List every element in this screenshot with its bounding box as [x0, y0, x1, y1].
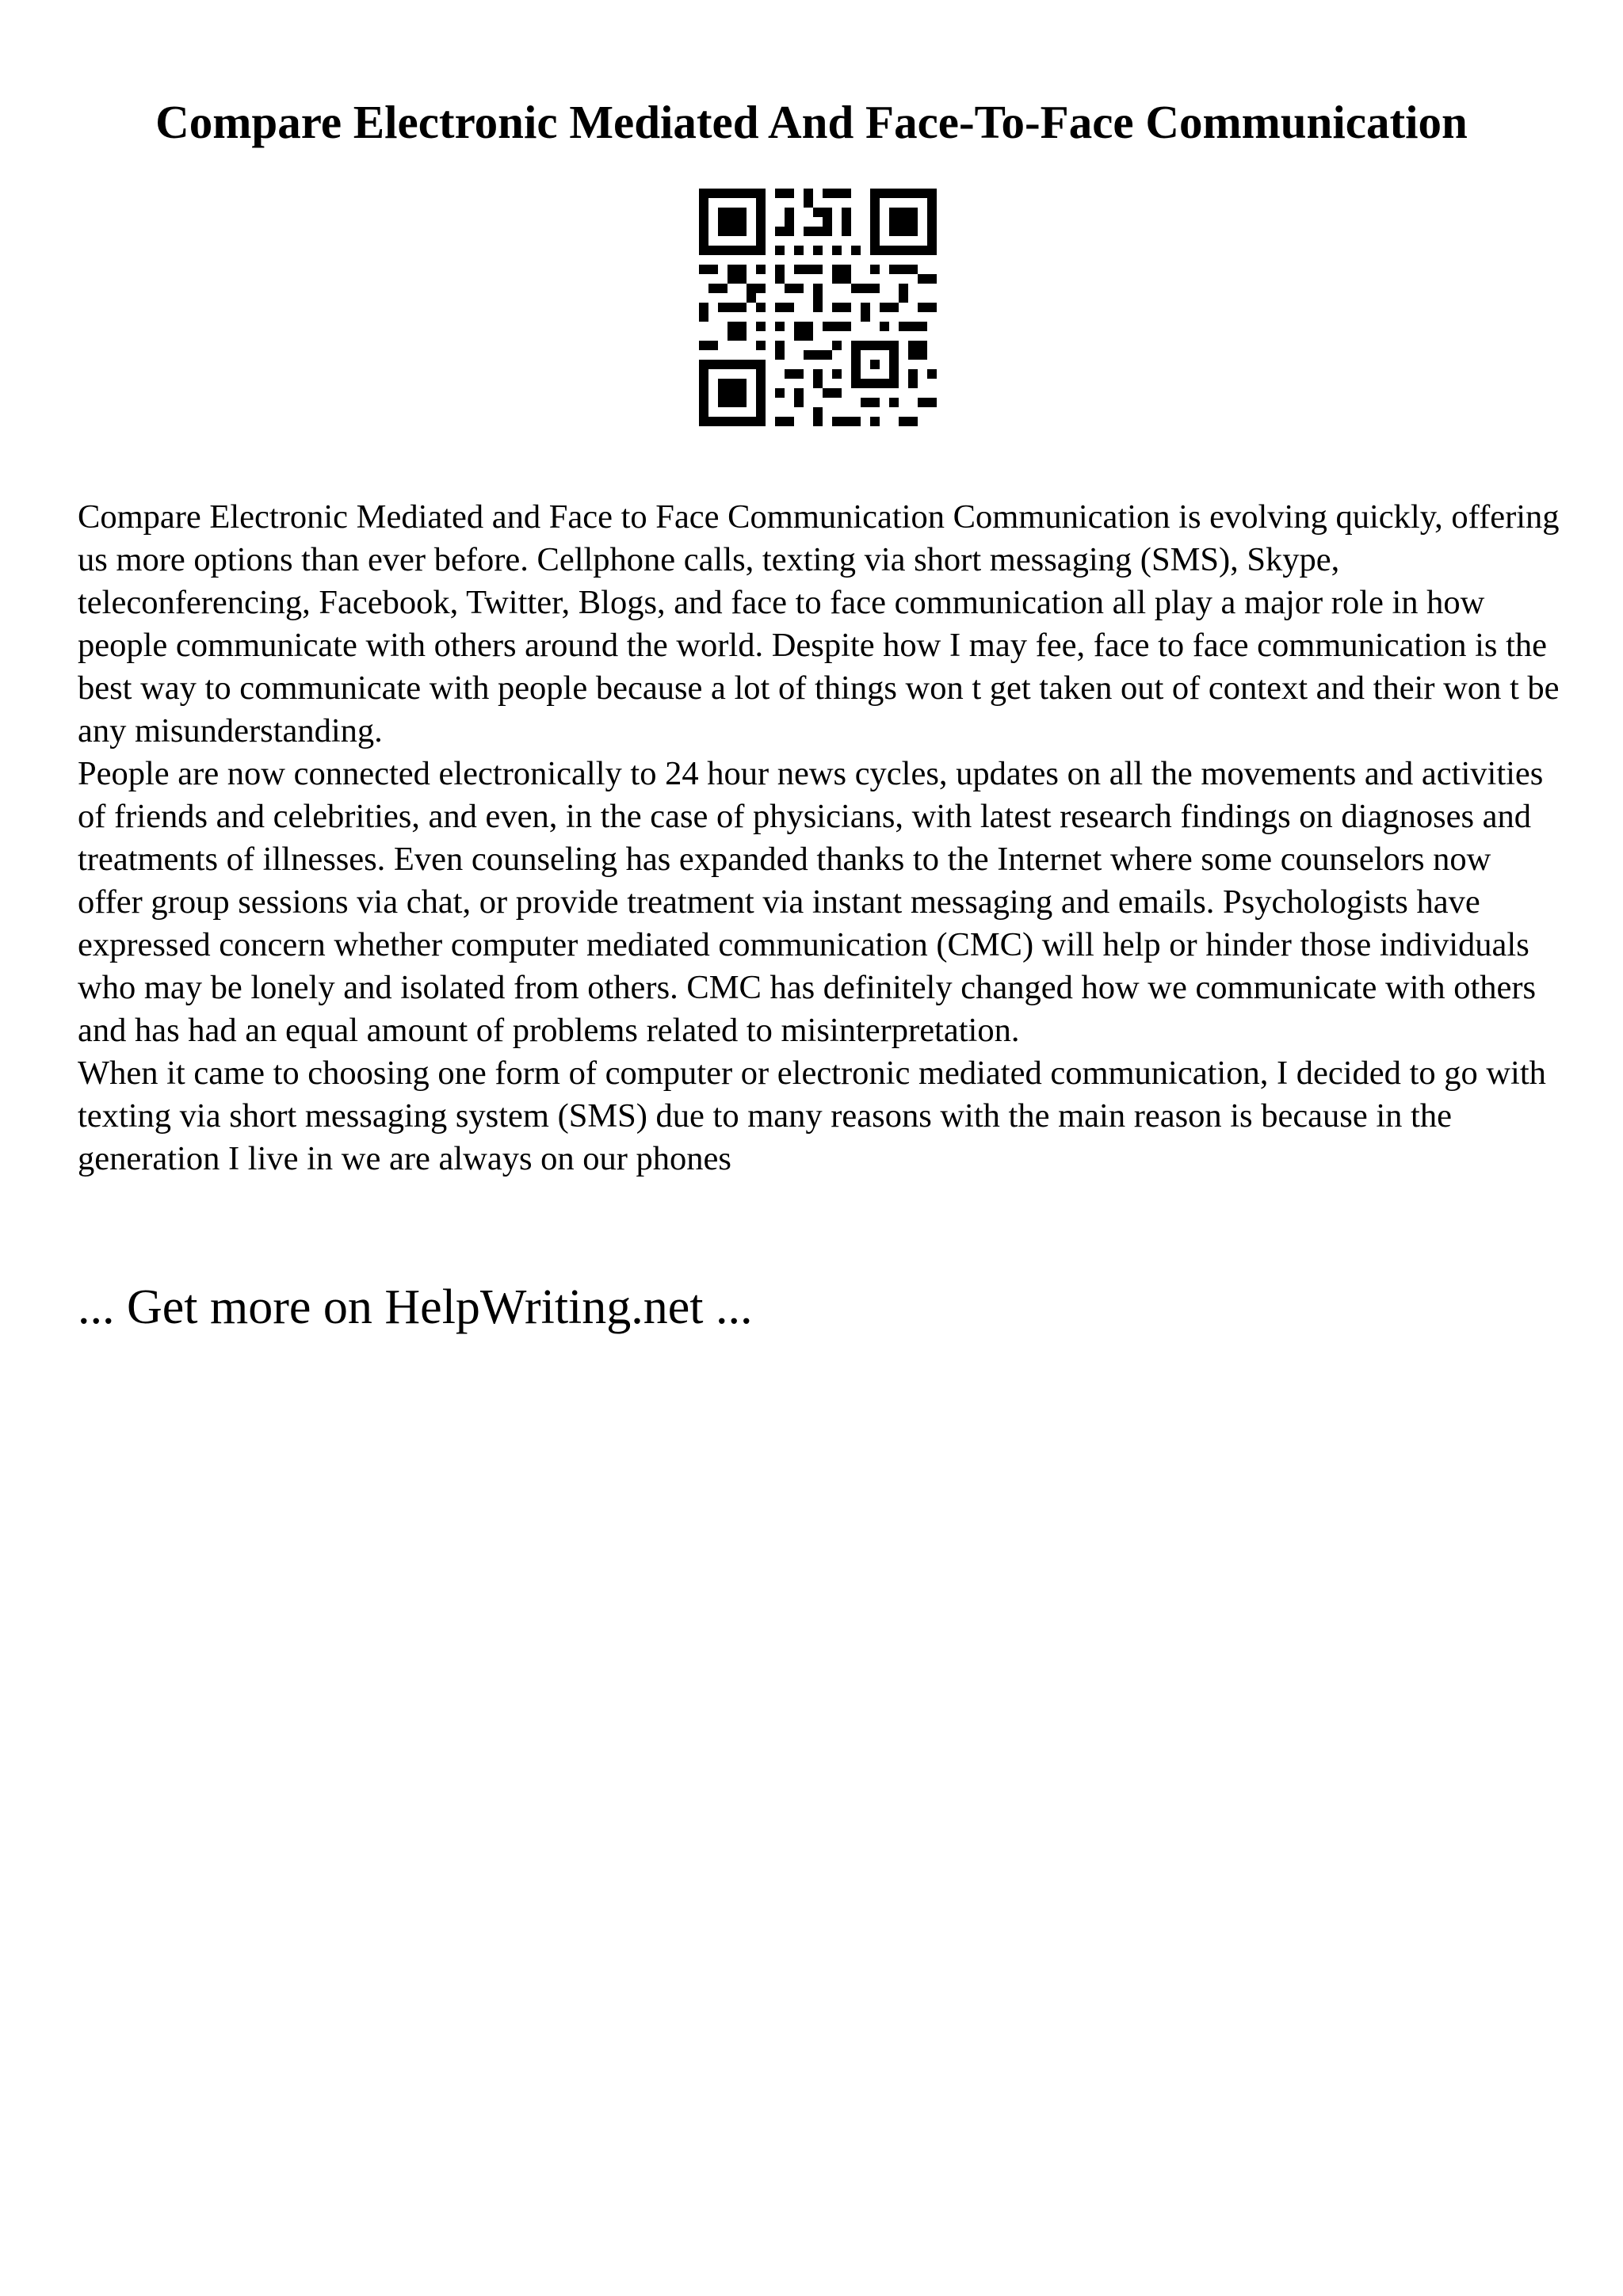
essay-body	[78, 496, 1561, 1180]
qr-code-icon	[699, 189, 937, 426]
essay-paragraph: Compare Electronic Mediated and Face to Face Communication Communication is evolving quickly, offering us more options than ever before. Cellphone calls, texting via short messaging (SMS), Skype, teleconferencing, Facebook, Twitter, Blogs, and face to face communication all play a major role in how people communicate with others around the world. Despite how I may fee, face to face communication is the best way to communicate with people because a lot of things won t get taken out of context and their won t be any misunderstanding.	[78, 498, 1560, 749]
essay-paragraph: When it came to choosing one form of computer or electronic mediated communication, I decided to go with texting via short messaging system (SMS) due to many reasons with the main reason is because in the generation I live in we are always on our phones	[78, 1055, 1546, 1177]
get-more-link[interactable]: ... Get more on HelpWriting.net ...	[78, 1280, 753, 1334]
essay-paragraph: People are now connected electronically to 24 hour news cycles, updates on all the movements and activities of friends and celebrities, and even, in the case of physicians, with latest research findings on diagnoses and treatments of illnesses. Even counseling has expanded thanks to the Internet where some counselors now offer group sessions via chat, or provide treatment via instant messaging and emails. Psychologists have expressed concern whether computer mediated communication (CMC) will help or hinder those individuals who may be lonely and isolated from others. CMC has definitely changed how we communicate with others and has had an equal amount of problems related to misinterpretation.	[78, 755, 1544, 1049]
page-title: Compare Electronic Mediated And Face-To-Face Communication	[155, 96, 1468, 148]
